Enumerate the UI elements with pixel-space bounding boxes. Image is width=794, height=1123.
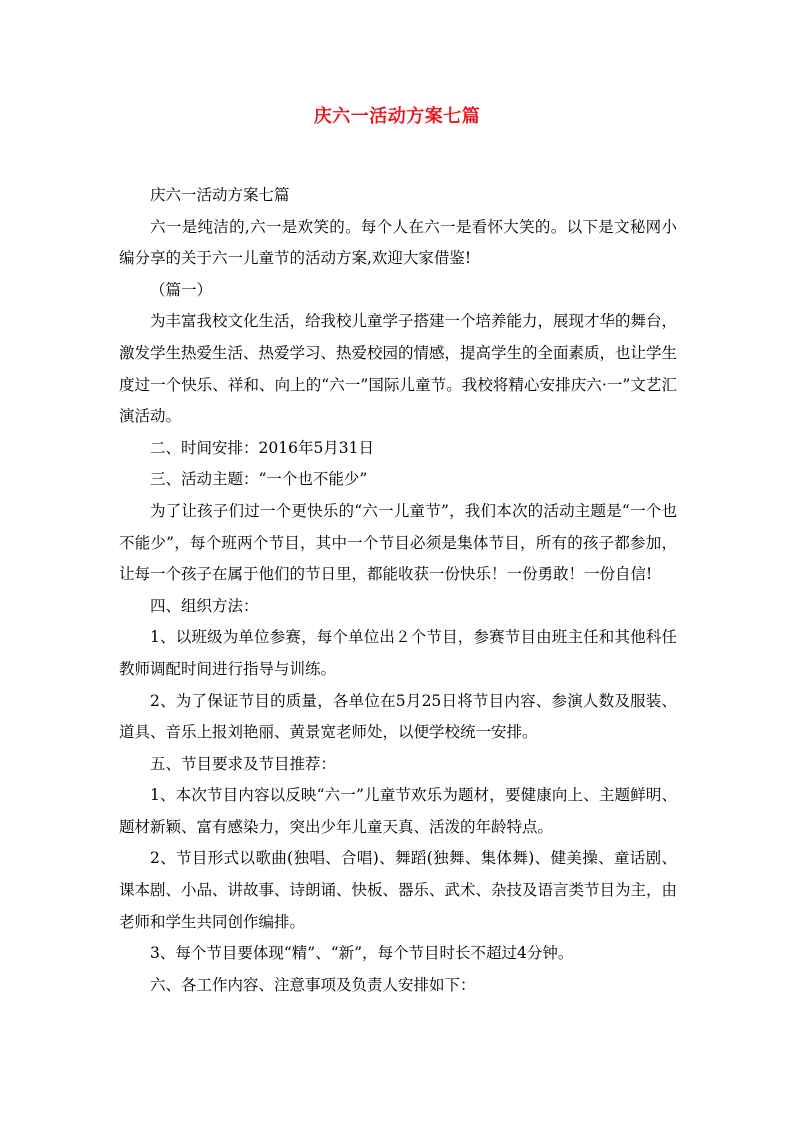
paragraph-intro: 六一是纯洁的,六一是欢笑的。每个人在六一是看怀大笑的。以下是文秘网小编分享的关于六一儿童节的活动方案,欢迎大家借鉴!: [119, 217, 677, 268]
paragraph-org-item-2: 2、为了保证节目的质量，各单位在5月25日将节目内容、参演人数及服装、道具、音乐上报刘艳丽、黄景宽老师处，以便学校统一安排。: [119, 691, 677, 742]
paragraph-time: 二、时间安排：2016年5月31日: [150, 438, 375, 457]
paragraph-req-item-1: 1、本次节目内容以反映“六一”儿童节欢乐为题材，要健康向上、主题鲜明、题材新颖、富有感染力，突出少年儿童天真、活泼的年龄特点。: [119, 786, 677, 836]
paragraph-req-item-3: 3、每个节目要体现“精”、“新”，每个节目时长不超过4分钟。: [150, 944, 574, 963]
paragraph-arrangements: 六、各工作内容、注意事项及负责人安排如下：: [150, 975, 476, 994]
paragraph-part-one: （篇一）: [150, 280, 213, 299]
paragraph-theme-detail: 为了让孩子们过一个更快乐的“六一儿童节”，我们本次的活动主题是“一个也不能少”，每个班两个节目，其中一个节目必须是集体节目，所有的孩子都参加，让每一个孩子在属于他们的节日里，都能收获一份快乐！一份勇敢！一份自信!: [119, 501, 677, 584]
paragraph-org-item-1: 1、以班级为单位参赛，每个单位出２个节目，参赛节目由班主任和其他科任教师调配时间进行指导与训练。: [119, 628, 677, 678]
document-title: 庆六一活动方案七篇: [313, 106, 481, 127]
paragraph-heading: 庆六一活动方案七篇: [150, 186, 290, 204]
paragraph-requirements: 五、节目要求及节目推荐：: [150, 754, 337, 773]
paragraph-req-item-2: 2、节目形式以歌曲(独唱、合唱)、舞蹈(独舞、集体舞)、健美操、童话剧、课本剧、小品、讲故事、诗朗诵、快板、器乐、武术、杂技及语言类节目为主，由老师和学生共同创作编排。: [119, 849, 678, 931]
paragraph-theme: 三、活动主题：“一个也不能少”: [150, 470, 368, 489]
paragraph-organization: 四、组织方法：: [150, 596, 259, 615]
document-body: [119, 180, 677, 1001]
paragraph-purpose: 为丰富我校文化生活，给我校儿童学子搭建一个培养能力，展现才华的舞台，激发学生热爱生活、热爱学习、热爱校园的情感，提高学生的全面素质，也让学生度过一个快乐、祥和、向上的“六一”国际儿童节。我校将精心安排庆六·一”文艺汇演活动。: [119, 312, 678, 426]
